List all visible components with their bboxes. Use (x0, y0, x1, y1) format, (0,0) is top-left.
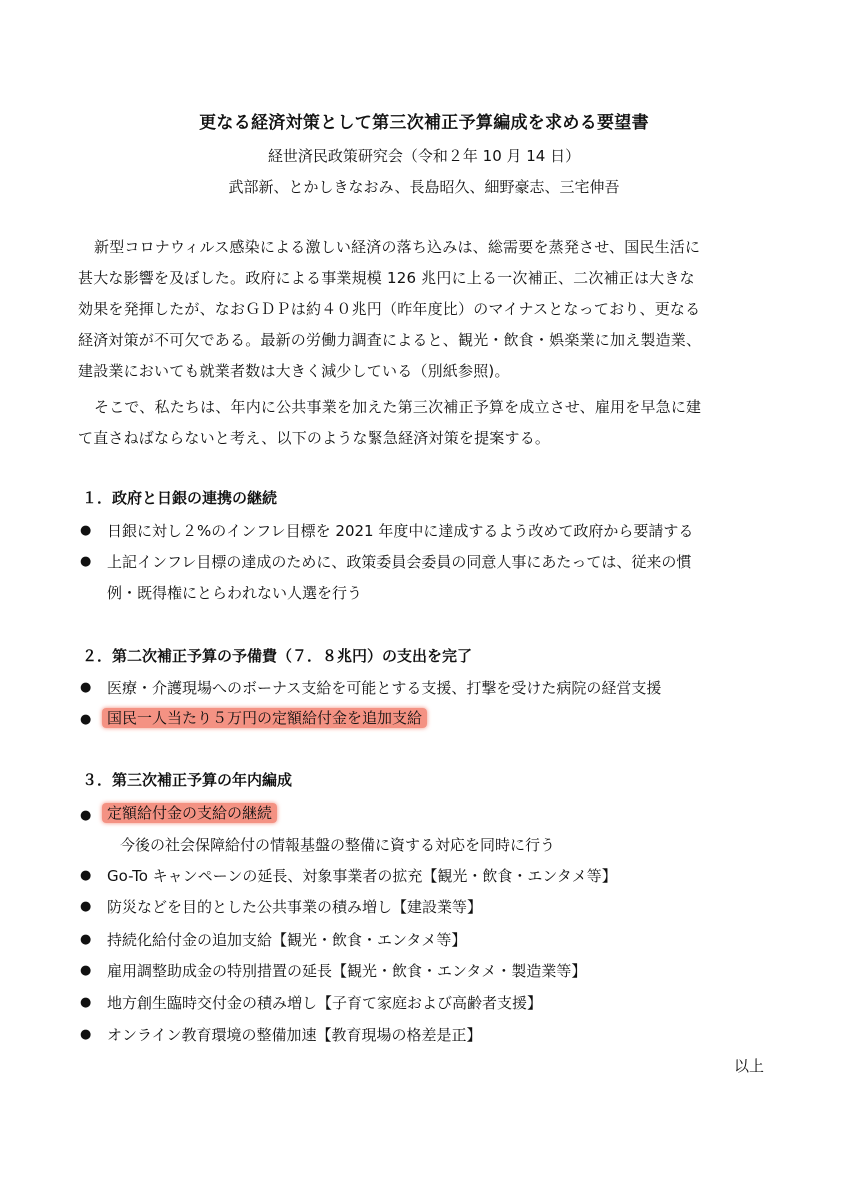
list-item: 持続化給付金の追加支給【観光・飲食・エンタメ等】 (107, 931, 467, 949)
author-list: 武部新、とかしきなおみ、長島昭久、細野豪志、三宅伸吾 (228, 178, 620, 196)
bullet-icon: ● (80, 712, 92, 727)
list-item-continuation: 例・既得権にとらわれない人選を行う (107, 584, 363, 602)
list-item: 防災などを目的とした公共事業の積み増し【建設業等】 (107, 898, 483, 916)
highlight-mark: 国民一人当たり５万円の定額給付金を追加支給 (102, 708, 427, 728)
bullet-icon: ● (80, 554, 92, 569)
document-title: 更なる経済対策として第三次補正予算編成を求める要望書 (199, 113, 649, 133)
section-heading: ２．第二次補正予算の予備費（７．８兆円）の支出を完了 (82, 647, 473, 665)
intro-line: 経済対策が不可欠である。最新の労働力調査によると、観光・飲食・娯楽業に加え製造業、 (78, 331, 702, 349)
list-item-highlighted (102, 707, 427, 728)
bullet-icon: ● (80, 995, 92, 1010)
list-item: 雇用調整助成金の特別措置の延長【観光・飲食・エンタメ・製造業等】 (107, 962, 587, 980)
list-item: オンライン教育環境の整備加速【教育現場の格差是正】 (107, 1026, 482, 1044)
section-heading: １．政府と日銀の連携の継続 (82, 489, 278, 507)
bullet-icon: ● (80, 808, 92, 823)
bullet-icon: ● (80, 899, 92, 914)
intro-line: 甚大な影響を及ぼした。政府による事業規模 126 兆円に上る一次補正、二次補正は大きな (78, 269, 695, 287)
list-item-highlighted (102, 802, 277, 823)
intro-line: 新型コロナウィルス感染による激しい経済の落ち込みは、総需要を蒸発させ、国民生活に (94, 238, 701, 256)
list-item-continuation: 今後の社会保障給付の情報基盤の整備に資する対応を同時に行う (120, 836, 556, 854)
intro-line: そこで、私たちは、年内に公共事業を加えた第三次補正予算を成立させ、雇用を早急に建 (94, 398, 702, 416)
section-heading: ３．第三次補正予算の年内編成 (82, 771, 293, 789)
list-item: Go-To キャンペーンの延長、対象事業者の拡充【観光・飲食・エンタメ等】 (107, 867, 617, 885)
highlight-mark: 定額給付金の支給の継続 (102, 803, 277, 823)
list-item: 地方創生臨時交付金の積み増し【子育て家庭および高齢者支援】 (107, 994, 543, 1012)
intro-line: 建設業においても就業者数は大きく減少している（別紙参照)。 (78, 362, 510, 380)
bullet-icon: ● (80, 963, 92, 978)
list-item: 日銀に対し２%のインフレ目標を 2021 年度中に達成するよう改めて政府から要請する (107, 522, 694, 540)
organization-date: 経世済民政策研究会（令和２年 10 月 14 日） (267, 147, 581, 165)
closing-mark: 以上 (734, 1057, 765, 1075)
bullet-icon: ● (80, 523, 92, 538)
bullet-icon: ● (80, 680, 92, 695)
intro-line: 効果を発揮したが、なおＧＤＰは約４０兆円（昨年度比）のマイナスとなっており、更なる (78, 300, 701, 318)
bullet-icon: ● (80, 868, 92, 883)
list-item: 上記インフレ目標の達成のために、政策委員会委員の同意人事にあたっては、従来の慣 (107, 553, 692, 571)
bullet-icon: ● (80, 1027, 92, 1042)
intro-line: て直さねばならないと考え、以下のような緊急経済対策を提案する。 (78, 429, 551, 447)
list-item: 医療・介護現場へのボーナス支給を可能とする支援、打撃を受けた病院の経営支援 (107, 679, 662, 697)
bullet-icon: ● (80, 932, 92, 947)
